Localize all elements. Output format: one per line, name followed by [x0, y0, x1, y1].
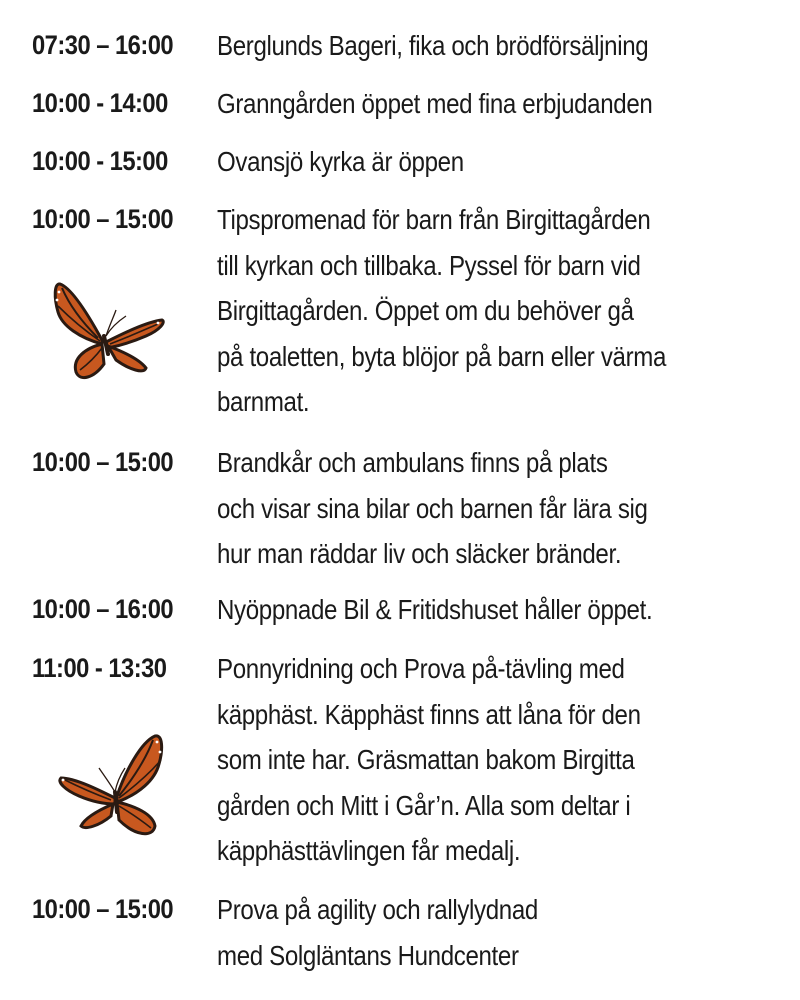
description-line: Tipspromenad för barn från Birgittagården [217, 204, 651, 235]
description-line: Prova på agility och rallylydnad [217, 894, 538, 925]
description-line: Berglunds Bageri, fika och brödförsäljning [217, 30, 649, 61]
description-line: Ovansjö kyrka är öppen [217, 146, 464, 177]
description-line: och visar sina bilar och barnen får lära sig [217, 492, 648, 524]
description-line: Brandkår och ambulans finns på plats [217, 447, 608, 478]
entry-description [217, 887, 776, 978]
entry-description [217, 587, 776, 633]
entry-time: 07:30 – 16:00 [32, 30, 174, 60]
description-line: som inte har. Gräsmattan bakom Birgitta [217, 744, 635, 775]
description-line: Nyöppnade Bil & Fritidshuset håller öppet. [217, 594, 653, 625]
description-line: hur man räddar liv och släcker bränder. [217, 538, 622, 569]
entry-time: 10:00 – 15:00 [32, 204, 174, 234]
description-line: gården och Mitt i Går’n. Alla som deltar i [217, 789, 631, 821]
butterfly-icon [55, 732, 173, 840]
description-line: till kyrkan och tillbaka. Pyssel för barn vid [217, 249, 641, 281]
entry-time: 11:00 - 13:30 [32, 653, 167, 683]
description-line: Birgittagården. Öppet om du behöver gå [217, 295, 634, 326]
description-line: käpphäst. Käpphäst finns att låna för den [217, 698, 641, 730]
entry-description [217, 646, 776, 874]
entry-description [217, 81, 776, 127]
entry-time: 10:00 – 16:00 [32, 594, 174, 624]
entry-description [217, 197, 776, 425]
description-line: Ponnyridning och Prova på-tävling med [217, 653, 625, 684]
description-line: käpphästtävlingen får medalj. [217, 835, 521, 866]
description-line: på toaletten, byta blöjor på barn eller värma [217, 340, 667, 372]
description-line: Granngården öppet med fina erbjudanden [217, 88, 653, 119]
description-line: med Solgläntans Hundcenter [217, 939, 519, 971]
entry-time: 10:00 - 14:00 [32, 88, 168, 118]
description-line: barnmat. [217, 386, 310, 417]
entry-description [217, 440, 776, 577]
entry-description [217, 139, 776, 185]
entry-description [217, 23, 776, 69]
butterfly-icon [50, 278, 168, 384]
entry-time: 10:00 - 15:00 [32, 146, 168, 176]
entry-time: 10:00 – 15:00 [32, 894, 174, 924]
entry-time: 10:00 – 15:00 [32, 447, 174, 477]
